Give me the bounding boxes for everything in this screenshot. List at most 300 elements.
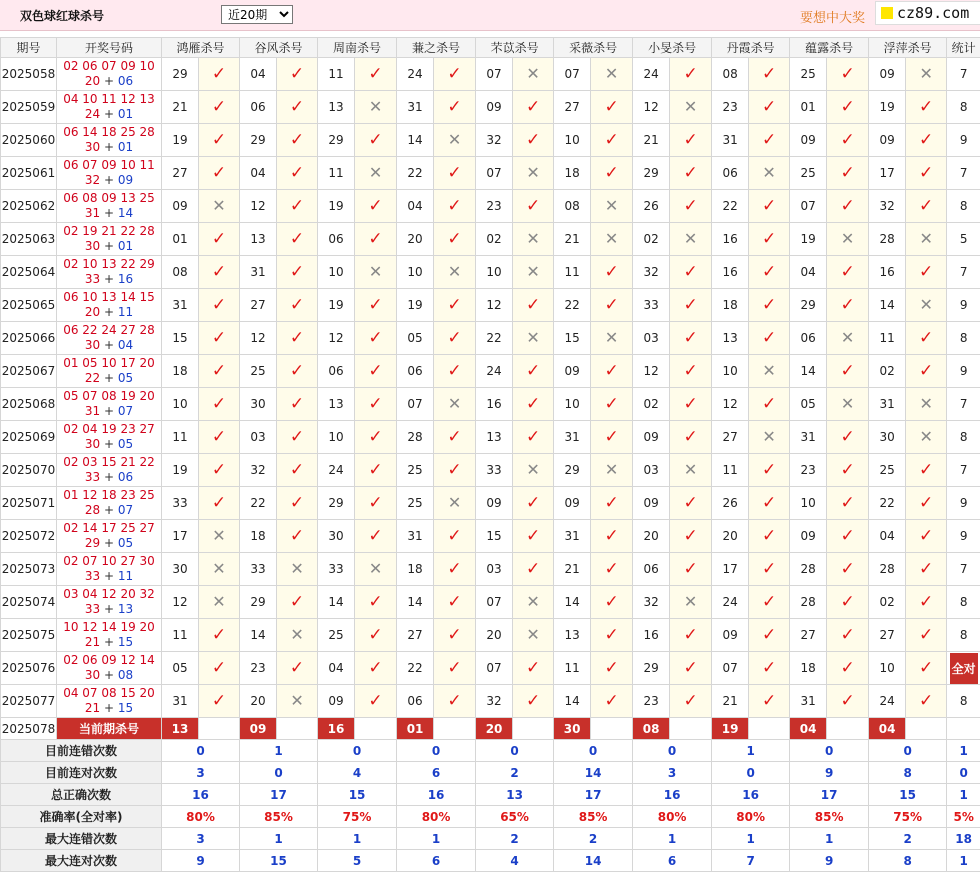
draw-numbers-cell bbox=[57, 520, 162, 553]
issue-cell: 2025074 bbox=[1, 586, 57, 619]
result-cell bbox=[355, 388, 397, 421]
summary-value: 0 bbox=[869, 740, 947, 762]
current-kill-number: 30 bbox=[554, 718, 591, 740]
kill-number-cell: 09 bbox=[633, 487, 670, 520]
result-cell bbox=[277, 91, 318, 124]
draw-row bbox=[1, 190, 980, 223]
result-cell bbox=[906, 124, 947, 157]
cross-icon: ✕ bbox=[526, 460, 540, 479]
kill-number-cell: 12 bbox=[240, 190, 277, 223]
current-kill-number: 13 bbox=[162, 718, 199, 740]
kill-number-cell: 14 bbox=[318, 586, 355, 619]
kill-number-cell: 17 bbox=[712, 553, 749, 586]
plus-sign: + bbox=[100, 74, 118, 88]
check-icon: ✓ bbox=[604, 162, 619, 183]
summary-value: 17 bbox=[554, 784, 633, 806]
result-cell bbox=[749, 190, 790, 223]
result-cell bbox=[277, 553, 318, 586]
check-icon: ✓ bbox=[919, 327, 934, 348]
kill-number-cell: 25 bbox=[790, 58, 827, 91]
draw-numbers-cell bbox=[57, 58, 162, 91]
stat-cell: 7 bbox=[947, 256, 980, 289]
issue-cell: 2025061 bbox=[1, 157, 57, 190]
result-cell bbox=[670, 256, 712, 289]
kill-number-cell: 33 bbox=[318, 553, 355, 586]
draw-row bbox=[1, 454, 980, 487]
plus-sign: + bbox=[100, 338, 118, 352]
result-cell bbox=[827, 388, 869, 421]
red-numbers-line2: 30 bbox=[84, 668, 101, 682]
summary-value: 75% bbox=[318, 806, 397, 828]
summary-row bbox=[1, 762, 980, 784]
kill-number-cell: 29 bbox=[318, 124, 355, 157]
plus-sign: + bbox=[100, 635, 118, 649]
issue-cell: 2025076 bbox=[1, 652, 57, 685]
kill-number-cell: 07 bbox=[476, 652, 513, 685]
check-icon: ✓ bbox=[211, 63, 227, 84]
cross-icon: ✕ bbox=[762, 163, 776, 182]
check-icon: ✓ bbox=[604, 657, 619, 678]
red-numbers-line1: 06 08 09 13 25 bbox=[63, 191, 155, 205]
result-cell bbox=[906, 553, 947, 586]
draw-numbers-cell bbox=[57, 355, 162, 388]
plus-sign: + bbox=[100, 239, 118, 253]
result-cell bbox=[670, 487, 712, 520]
check-icon: ✓ bbox=[211, 426, 227, 447]
check-icon: ✓ bbox=[289, 459, 305, 480]
draw-numbers-cell bbox=[57, 190, 162, 223]
result-cell bbox=[434, 58, 476, 91]
result-cell bbox=[355, 685, 397, 718]
col-numbers-header: 开奖号码 bbox=[57, 38, 162, 58]
check-icon: ✓ bbox=[840, 261, 855, 282]
period-select[interactable] bbox=[221, 5, 293, 24]
kill-number-cell: 12 bbox=[712, 388, 749, 421]
kill-number-cell: 04 bbox=[240, 157, 277, 190]
result-cell bbox=[827, 91, 869, 124]
result-cell bbox=[199, 586, 240, 619]
kill-number-cell: 02 bbox=[869, 586, 906, 619]
kill-number-cell: 11 bbox=[869, 322, 906, 355]
draw-row bbox=[1, 157, 980, 190]
draw-row bbox=[1, 91, 980, 124]
check-icon: ✓ bbox=[368, 228, 383, 249]
summary-value: 1 bbox=[318, 828, 397, 850]
summary-value: 0 bbox=[633, 740, 712, 762]
red-numbers-line1: 06 07 09 10 11 bbox=[63, 158, 155, 172]
check-icon: ✓ bbox=[211, 393, 227, 414]
summary-value: 5% bbox=[947, 806, 980, 828]
blue-number: 01 bbox=[117, 107, 134, 121]
check-icon: ✓ bbox=[289, 195, 305, 216]
check-icon: ✓ bbox=[447, 162, 462, 183]
header-row bbox=[1, 38, 980, 58]
draw-row bbox=[1, 553, 980, 586]
cross-icon: ✕ bbox=[212, 559, 226, 578]
cross-icon: ✕ bbox=[919, 427, 933, 446]
result-cell bbox=[277, 454, 318, 487]
red-numbers-line2: 33 bbox=[84, 602, 101, 616]
summary-value: 1 bbox=[240, 740, 318, 762]
kill-number-cell: 10 bbox=[790, 487, 827, 520]
check-icon: ✓ bbox=[211, 360, 227, 381]
check-icon: ✓ bbox=[683, 525, 698, 546]
draw-numbers-cell bbox=[57, 388, 162, 421]
result-cell bbox=[513, 586, 554, 619]
check-icon: ✓ bbox=[525, 360, 541, 381]
draw-numbers-cell bbox=[57, 586, 162, 619]
draw-numbers-cell bbox=[57, 454, 162, 487]
result-cell bbox=[434, 685, 476, 718]
check-icon: ✓ bbox=[761, 591, 777, 612]
check-icon: ✓ bbox=[211, 690, 227, 711]
site-logo[interactable] bbox=[875, 1, 980, 25]
cross-icon: ✕ bbox=[526, 625, 540, 644]
kill-number-cell: 08 bbox=[554, 190, 591, 223]
result-cell bbox=[749, 619, 790, 652]
red-numbers-line1: 04 07 08 15 20 bbox=[63, 686, 155, 700]
kill-number-cell: 31 bbox=[790, 421, 827, 454]
summary-value: 0 bbox=[476, 740, 554, 762]
issue-cell: 2025075 bbox=[1, 619, 57, 652]
result-cell bbox=[355, 223, 397, 256]
kill-number-cell: 06 bbox=[397, 685, 434, 718]
blue-number: 06 bbox=[117, 470, 134, 484]
logo-mark-icon bbox=[881, 7, 893, 19]
red-numbers-line1: 02 03 15 21 22 bbox=[63, 455, 155, 469]
kill-number-cell: 15 bbox=[554, 322, 591, 355]
result-cell bbox=[434, 289, 476, 322]
blue-number: 13 bbox=[117, 602, 134, 616]
check-icon: ✓ bbox=[761, 624, 777, 645]
red-numbers-line2: 20 bbox=[84, 74, 101, 88]
check-icon: ✓ bbox=[919, 360, 934, 381]
current-empty-cell bbox=[906, 718, 947, 740]
result-cell bbox=[355, 454, 397, 487]
kill-number-cell: 23 bbox=[712, 91, 749, 124]
kill-number-cell: 11 bbox=[162, 421, 199, 454]
summary-label: 最大连对次数 bbox=[1, 850, 162, 872]
summary-value: 1 bbox=[397, 828, 476, 850]
check-icon: ✓ bbox=[447, 426, 462, 447]
check-icon: ✓ bbox=[604, 558, 619, 579]
result-cell bbox=[513, 322, 554, 355]
check-icon: ✓ bbox=[447, 327, 462, 348]
result-cell bbox=[827, 289, 869, 322]
kill-number-cell: 14 bbox=[240, 619, 277, 652]
kill-number-cell: 23 bbox=[476, 190, 513, 223]
kill-number-cell: 22 bbox=[554, 289, 591, 322]
kill-number-cell: 07 bbox=[476, 157, 513, 190]
check-icon: ✓ bbox=[368, 63, 383, 84]
summary-value: 8 bbox=[869, 850, 947, 872]
result-cell bbox=[827, 58, 869, 91]
current-kill-number: 16 bbox=[318, 718, 355, 740]
summary-value: 6 bbox=[397, 762, 476, 784]
check-icon: ✓ bbox=[683, 657, 698, 678]
cross-icon: ✕ bbox=[683, 460, 698, 479]
cross-icon: ✕ bbox=[840, 394, 855, 413]
draw-row bbox=[1, 586, 980, 619]
check-icon: ✓ bbox=[683, 63, 698, 84]
result-cell bbox=[670, 355, 712, 388]
result-cell bbox=[355, 322, 397, 355]
result-cell bbox=[513, 124, 554, 157]
kill-number-cell: 03 bbox=[240, 421, 277, 454]
kill-number-cell: 04 bbox=[397, 190, 434, 223]
result-cell bbox=[670, 553, 712, 586]
check-icon: ✓ bbox=[919, 558, 934, 579]
kill-number-cell: 09 bbox=[476, 487, 513, 520]
check-icon: ✓ bbox=[447, 195, 462, 216]
check-icon: ✓ bbox=[289, 393, 305, 414]
draw-numbers-cell bbox=[57, 289, 162, 322]
draw-numbers-cell bbox=[57, 421, 162, 454]
result-cell bbox=[827, 520, 869, 553]
result-cell bbox=[355, 58, 397, 91]
red-numbers-line2: 30 bbox=[84, 239, 101, 253]
kill-number-cell: 31 bbox=[162, 685, 199, 718]
check-icon: ✓ bbox=[919, 591, 934, 612]
check-icon: ✓ bbox=[761, 96, 777, 117]
kill-number-cell: 30 bbox=[162, 553, 199, 586]
result-cell bbox=[199, 454, 240, 487]
cross-icon: ✕ bbox=[526, 262, 540, 281]
plus-sign: + bbox=[100, 470, 118, 484]
red-numbers-line1: 02 04 19 23 27 bbox=[63, 422, 155, 436]
result-cell bbox=[199, 256, 240, 289]
summary-value: 0 bbox=[947, 762, 980, 784]
stat-cell: 8 bbox=[947, 421, 980, 454]
kill-number-cell: 06 bbox=[790, 322, 827, 355]
kill-number-cell: 31 bbox=[240, 256, 277, 289]
result-cell bbox=[906, 685, 947, 718]
kill-number-cell: 06 bbox=[240, 91, 277, 124]
kill-number-cell: 16 bbox=[869, 256, 906, 289]
result-cell bbox=[434, 586, 476, 619]
result-cell bbox=[670, 652, 712, 685]
check-icon: ✓ bbox=[289, 129, 305, 150]
result-cell bbox=[670, 322, 712, 355]
plus-sign: + bbox=[100, 536, 118, 550]
result-cell bbox=[591, 355, 633, 388]
kill-number-cell: 21 bbox=[554, 223, 591, 256]
check-icon: ✓ bbox=[840, 63, 855, 84]
result-cell bbox=[277, 289, 318, 322]
all-correct-badge: 全对 bbox=[950, 653, 978, 684]
kill-number-cell: 09 bbox=[476, 91, 513, 124]
result-cell bbox=[670, 619, 712, 652]
kill-number-cell: 18 bbox=[712, 289, 749, 322]
kill-number-cell: 05 bbox=[397, 322, 434, 355]
plus-sign: + bbox=[100, 668, 118, 682]
check-icon: ✓ bbox=[919, 459, 934, 480]
result-cell bbox=[670, 421, 712, 454]
result-cell bbox=[670, 586, 712, 619]
check-icon: ✓ bbox=[919, 129, 934, 150]
blue-number: 07 bbox=[117, 404, 134, 418]
result-cell bbox=[355, 421, 397, 454]
check-icon: ✓ bbox=[761, 690, 777, 711]
col-expert-header: 采薇杀号 bbox=[554, 38, 633, 58]
kill-number-cell: 28 bbox=[790, 586, 827, 619]
issue-cell: 2025065 bbox=[1, 289, 57, 322]
kill-number-cell: 24 bbox=[869, 685, 906, 718]
summary-value: 85% bbox=[240, 806, 318, 828]
check-icon: ✓ bbox=[761, 327, 777, 348]
summary-value: 2 bbox=[554, 828, 633, 850]
kill-number-cell: 23 bbox=[790, 454, 827, 487]
current-kill-number: 04 bbox=[790, 718, 827, 740]
red-numbers-line1: 06 10 13 14 15 bbox=[63, 290, 155, 304]
summary-value: 9 bbox=[790, 850, 869, 872]
kill-number-cell: 10 bbox=[397, 256, 434, 289]
check-icon: ✓ bbox=[447, 690, 462, 711]
stat-cell: 7 bbox=[947, 388, 980, 421]
result-cell bbox=[749, 586, 790, 619]
result-cell bbox=[513, 289, 554, 322]
draw-numbers-cell bbox=[57, 652, 162, 685]
plus-sign: + bbox=[100, 404, 118, 418]
check-icon: ✓ bbox=[919, 492, 934, 513]
summary-row bbox=[1, 850, 980, 872]
result-cell bbox=[355, 190, 397, 223]
result-cell bbox=[670, 685, 712, 718]
cross-icon: ✕ bbox=[368, 97, 383, 116]
blue-number: 16 bbox=[117, 272, 134, 286]
result-cell bbox=[591, 487, 633, 520]
red-numbers-line1: 03 04 12 20 32 bbox=[63, 587, 155, 601]
draw-numbers-cell bbox=[57, 91, 162, 124]
check-icon: ✓ bbox=[919, 624, 934, 645]
kill-number-cell: 26 bbox=[712, 487, 749, 520]
kill-number-cell: 32 bbox=[476, 124, 513, 157]
summary-value: 80% bbox=[397, 806, 476, 828]
result-cell bbox=[355, 487, 397, 520]
result-cell bbox=[355, 586, 397, 619]
draw-numbers-cell bbox=[57, 553, 162, 586]
result-cell bbox=[199, 157, 240, 190]
check-icon: ✓ bbox=[368, 294, 383, 315]
issue-cell: 2025064 bbox=[1, 256, 57, 289]
kill-number-cell: 09 bbox=[712, 619, 749, 652]
summary-row bbox=[1, 740, 980, 762]
result-cell bbox=[513, 157, 554, 190]
result-cell bbox=[434, 421, 476, 454]
kill-number-cell: 07 bbox=[790, 190, 827, 223]
current-empty-cell bbox=[827, 718, 869, 740]
result-cell bbox=[277, 586, 318, 619]
result-cell bbox=[749, 685, 790, 718]
blue-number: 15 bbox=[117, 635, 134, 649]
blue-number: 14 bbox=[117, 206, 134, 220]
result-cell bbox=[434, 322, 476, 355]
check-icon: ✓ bbox=[604, 525, 619, 546]
kill-number-cell: 10 bbox=[318, 256, 355, 289]
result-cell bbox=[827, 256, 869, 289]
check-icon: ✓ bbox=[525, 657, 541, 678]
red-numbers-line2: 24 bbox=[84, 107, 101, 121]
issue-cell: 2025070 bbox=[1, 454, 57, 487]
kill-number-cell: 29 bbox=[162, 58, 199, 91]
result-cell bbox=[906, 520, 947, 553]
stat-cell: 8 bbox=[947, 322, 980, 355]
kill-number-cell: 32 bbox=[869, 190, 906, 223]
summary-value: 1 bbox=[790, 828, 869, 850]
red-numbers-line1: 10 12 14 19 20 bbox=[63, 620, 155, 634]
result-cell bbox=[906, 223, 947, 256]
result-cell bbox=[513, 388, 554, 421]
summary-value: 13 bbox=[476, 784, 554, 806]
check-icon: ✓ bbox=[447, 96, 462, 117]
cross-icon: ✕ bbox=[683, 229, 698, 248]
current-kill-label: 当前期杀号 bbox=[57, 718, 162, 740]
check-icon: ✓ bbox=[604, 261, 619, 282]
result-cell bbox=[906, 289, 947, 322]
red-numbers-line2: 33 bbox=[84, 470, 101, 484]
check-icon: ✓ bbox=[761, 558, 777, 579]
result-cell bbox=[434, 520, 476, 553]
plus-sign: + bbox=[100, 140, 118, 154]
summary-value: 0 bbox=[397, 740, 476, 762]
result-cell bbox=[591, 685, 633, 718]
kill-number-cell: 19 bbox=[162, 454, 199, 487]
kill-number-cell: 09 bbox=[318, 685, 355, 718]
kill-number-cell: 29 bbox=[240, 124, 277, 157]
kill-number-cell: 22 bbox=[397, 157, 434, 190]
check-icon: ✓ bbox=[447, 228, 462, 249]
kill-number-cell: 18 bbox=[162, 355, 199, 388]
check-icon: ✓ bbox=[840, 294, 855, 315]
kill-number-cell: 31 bbox=[397, 520, 434, 553]
col-stat-header: 统计 bbox=[947, 38, 980, 58]
blue-number: 05 bbox=[117, 536, 134, 550]
plus-sign: + bbox=[100, 272, 118, 286]
kill-number-cell: 10 bbox=[318, 421, 355, 454]
cross-icon: ✕ bbox=[368, 559, 383, 578]
kill-number-cell: 27 bbox=[397, 619, 434, 652]
check-icon: ✓ bbox=[604, 360, 619, 381]
kill-number-cell: 19 bbox=[397, 289, 434, 322]
check-icon: ✓ bbox=[368, 393, 383, 414]
current-kill-number: 19 bbox=[712, 718, 749, 740]
logo-text: cz89.com bbox=[897, 4, 970, 22]
kill-number-cell: 11 bbox=[554, 256, 591, 289]
result-cell bbox=[906, 58, 947, 91]
kill-number-cell: 29 bbox=[633, 652, 670, 685]
kill-number-cell: 09 bbox=[554, 355, 591, 388]
blue-number: 11 bbox=[117, 305, 134, 319]
result-cell bbox=[591, 520, 633, 553]
result-cell bbox=[827, 355, 869, 388]
check-icon: ✓ bbox=[211, 624, 227, 645]
result-cell bbox=[277, 223, 318, 256]
blue-number: 01 bbox=[117, 140, 134, 154]
red-numbers-line2: 33 bbox=[84, 272, 101, 286]
draw-row bbox=[1, 322, 980, 355]
result-cell bbox=[827, 322, 869, 355]
current-empty-cell bbox=[277, 718, 318, 740]
kill-number-cell: 20 bbox=[240, 685, 277, 718]
result-cell bbox=[434, 487, 476, 520]
stat-cell: 8 bbox=[947, 91, 980, 124]
red-numbers-line2: 30 bbox=[84, 338, 101, 352]
kill-number-cell: 24 bbox=[712, 586, 749, 619]
stat-cell: 7 bbox=[947, 454, 980, 487]
summary-value: 3 bbox=[162, 762, 240, 784]
current-kill-number: 09 bbox=[240, 718, 277, 740]
draw-numbers-cell bbox=[57, 685, 162, 718]
